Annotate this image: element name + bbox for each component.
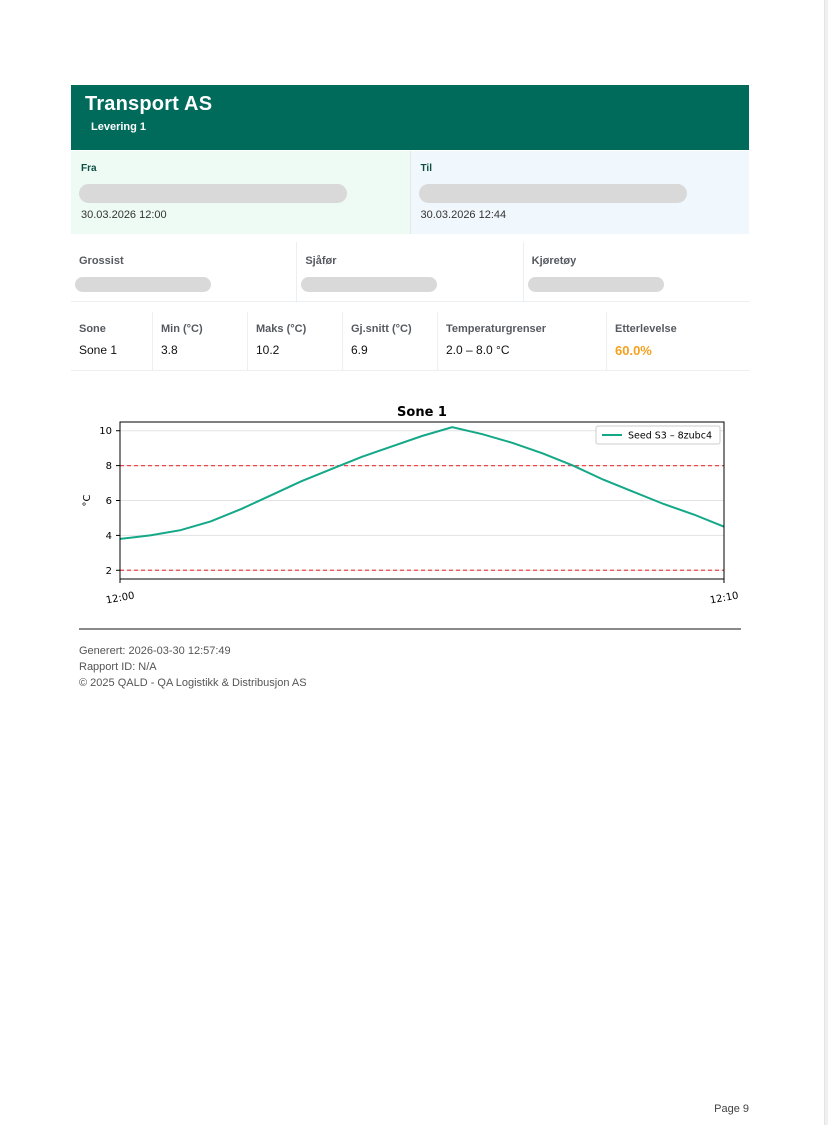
- to-time: 30.03.2026 12:44: [420, 209, 507, 221]
- page-number: Page 9: [714, 1103, 749, 1115]
- vehicle-label: Kjøretøy: [531, 255, 577, 267]
- stats-limits-col: [438, 312, 607, 371]
- wholesaler-label: Grossist: [79, 255, 124, 267]
- avg-value: 6.9: [351, 343, 368, 357]
- y-tick-label: 4: [105, 530, 112, 542]
- vehicle-cell: [524, 242, 749, 301]
- stats-zone-col: [71, 312, 153, 371]
- y-tick-label: 10: [99, 426, 112, 438]
- report-header: [71, 85, 749, 150]
- y-axis-label: °C: [82, 494, 93, 507]
- vehicle-redacted: [528, 277, 664, 292]
- stats-max-col: [248, 312, 343, 371]
- to-address-redacted: [419, 184, 687, 203]
- wholesaler-cell: [71, 242, 297, 301]
- legend-label: Seed S3 – 8zubc4: [628, 430, 712, 442]
- x-tick-label: 12:10: [709, 590, 740, 607]
- compliance-value: 60.0%: [615, 343, 652, 358]
- route-section: [71, 151, 749, 234]
- page-edge: [824, 0, 828, 1125]
- stats-table: [71, 312, 749, 371]
- limits-value: 2.0 – 8.0 °C: [446, 343, 510, 357]
- compliance-header: Etterlevelse: [615, 323, 677, 335]
- from-time: 30.03.2026 12:00: [81, 209, 167, 221]
- limits-header: Temperaturgrenser: [446, 323, 547, 335]
- delivery-label: Levering 1: [91, 121, 147, 133]
- chart-title: Sone 1: [397, 405, 447, 420]
- driver-redacted: [301, 277, 437, 292]
- footer-divider: [79, 628, 741, 630]
- temperature-chart: [76, 400, 748, 610]
- from-address-redacted: [79, 184, 347, 203]
- y-tick-label: 8: [105, 461, 112, 473]
- route-from: [71, 151, 411, 234]
- driver-cell: [297, 242, 523, 301]
- stats-compliance-col: [607, 312, 749, 371]
- stats-min-col: [153, 312, 248, 371]
- wholesaler-redacted: [75, 277, 211, 292]
- min-value: 3.8: [161, 343, 178, 357]
- footer: [79, 643, 307, 691]
- generated-text: Generert: 2026-03-30 12:57:49: [79, 645, 231, 657]
- max-value: 10.2: [256, 343, 280, 357]
- x-tick-label: 12:00: [105, 590, 136, 607]
- info-section: [71, 242, 749, 302]
- company-name: Transport AS: [85, 93, 213, 115]
- zone-header: Sone: [79, 323, 106, 335]
- avg-header: Gj.snitt (°C): [351, 323, 412, 335]
- stats-avg-col: [343, 312, 438, 371]
- y-tick-label: 6: [105, 496, 112, 507]
- driver-label: Sjåfør: [305, 255, 337, 267]
- zone-value: Sone 1: [79, 343, 118, 357]
- y-tick-label: 2: [105, 565, 112, 577]
- copyright-text: © 2025 QALD - QA Logistikk & Distribusjon AS: [79, 677, 307, 689]
- from-label: Fra: [81, 163, 97, 174]
- report-id-text: Rapport ID: N/A: [79, 661, 157, 673]
- route-to: [411, 151, 750, 234]
- to-label: Til: [420, 163, 432, 174]
- min-header: Min (°C): [161, 323, 203, 335]
- max-header: Maks (°C): [256, 323, 307, 335]
